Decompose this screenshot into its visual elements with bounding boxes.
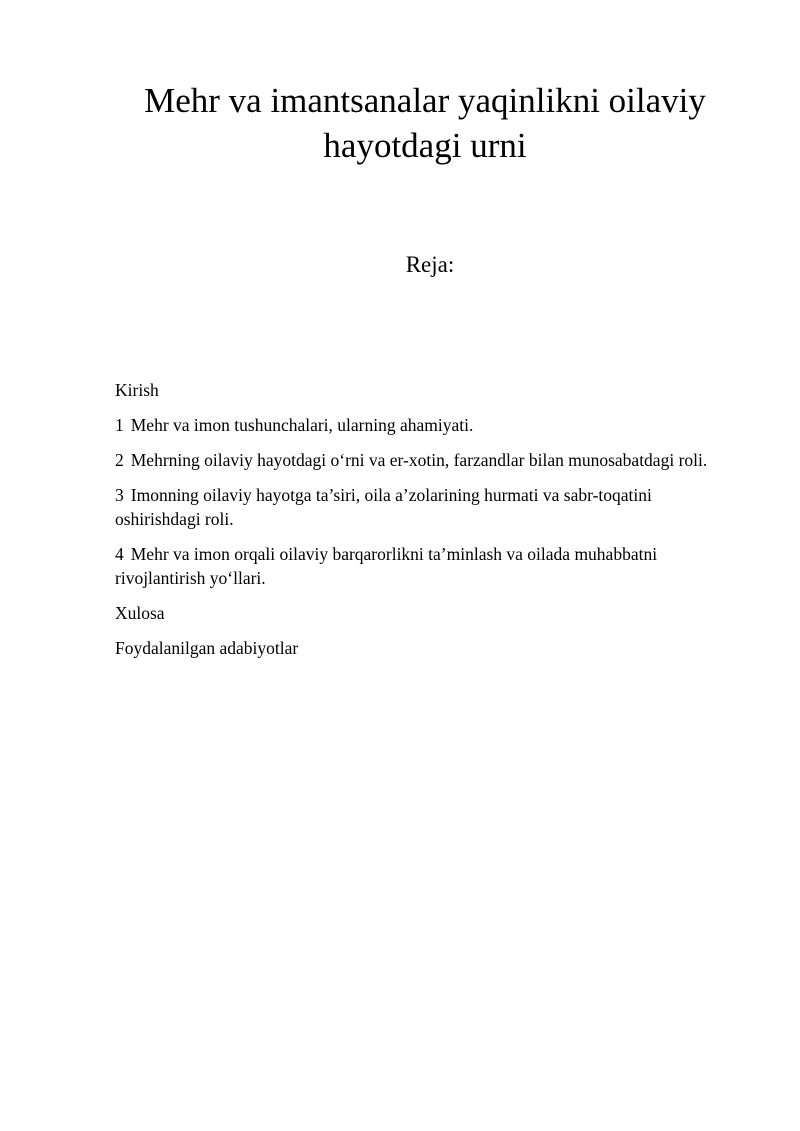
title-line-2: hayotdagi urni bbox=[323, 126, 527, 165]
title-line-1: Mehr va imantsanalar yaqinlikni oilaviy bbox=[144, 81, 706, 120]
plan-item-number: 3 bbox=[115, 485, 124, 505]
plan-item-4 bbox=[115, 542, 735, 590]
plan-item-text: Mehr va imon tushunchalari, ularning ahamiyati. bbox=[130, 415, 474, 435]
plan-item-2 bbox=[115, 448, 735, 472]
plan-item-number: 1 bbox=[115, 415, 124, 435]
plan-list bbox=[115, 378, 735, 671]
plan-item-text: Xulosa bbox=[115, 603, 165, 623]
plan-item-text: Foydalanilgan adabiyotlar bbox=[115, 638, 299, 658]
document-title bbox=[110, 78, 740, 168]
plan-item-text: Mehrning oilaviy hayotdagi o‘rni va er-xotin, farzandlar bilan munosabatdagi roli. bbox=[130, 450, 708, 470]
plan-heading: Reja: bbox=[405, 252, 455, 277]
plan-item-text: Mehr va imon orqali oilaviy barqarorlikni ta’minlash va oilada muhabbatni rivojlantirish yo‘llari. bbox=[115, 544, 658, 588]
plan-item-3 bbox=[115, 483, 735, 531]
plan-item-text: Imonning oilaviy hayotga ta’siri, oila a’zolarining hurmati va sabr-toqatini oshirishdagi roli. bbox=[115, 485, 652, 529]
plan-item-number: 2 bbox=[115, 450, 124, 470]
plan-item-number: 4 bbox=[115, 544, 124, 564]
plan-item-conclusion bbox=[115, 601, 735, 625]
plan-item-1 bbox=[115, 413, 735, 437]
plan-item-text: Kirish bbox=[115, 380, 159, 400]
plan-item-references bbox=[115, 636, 735, 660]
plan-item-intro bbox=[115, 378, 735, 402]
